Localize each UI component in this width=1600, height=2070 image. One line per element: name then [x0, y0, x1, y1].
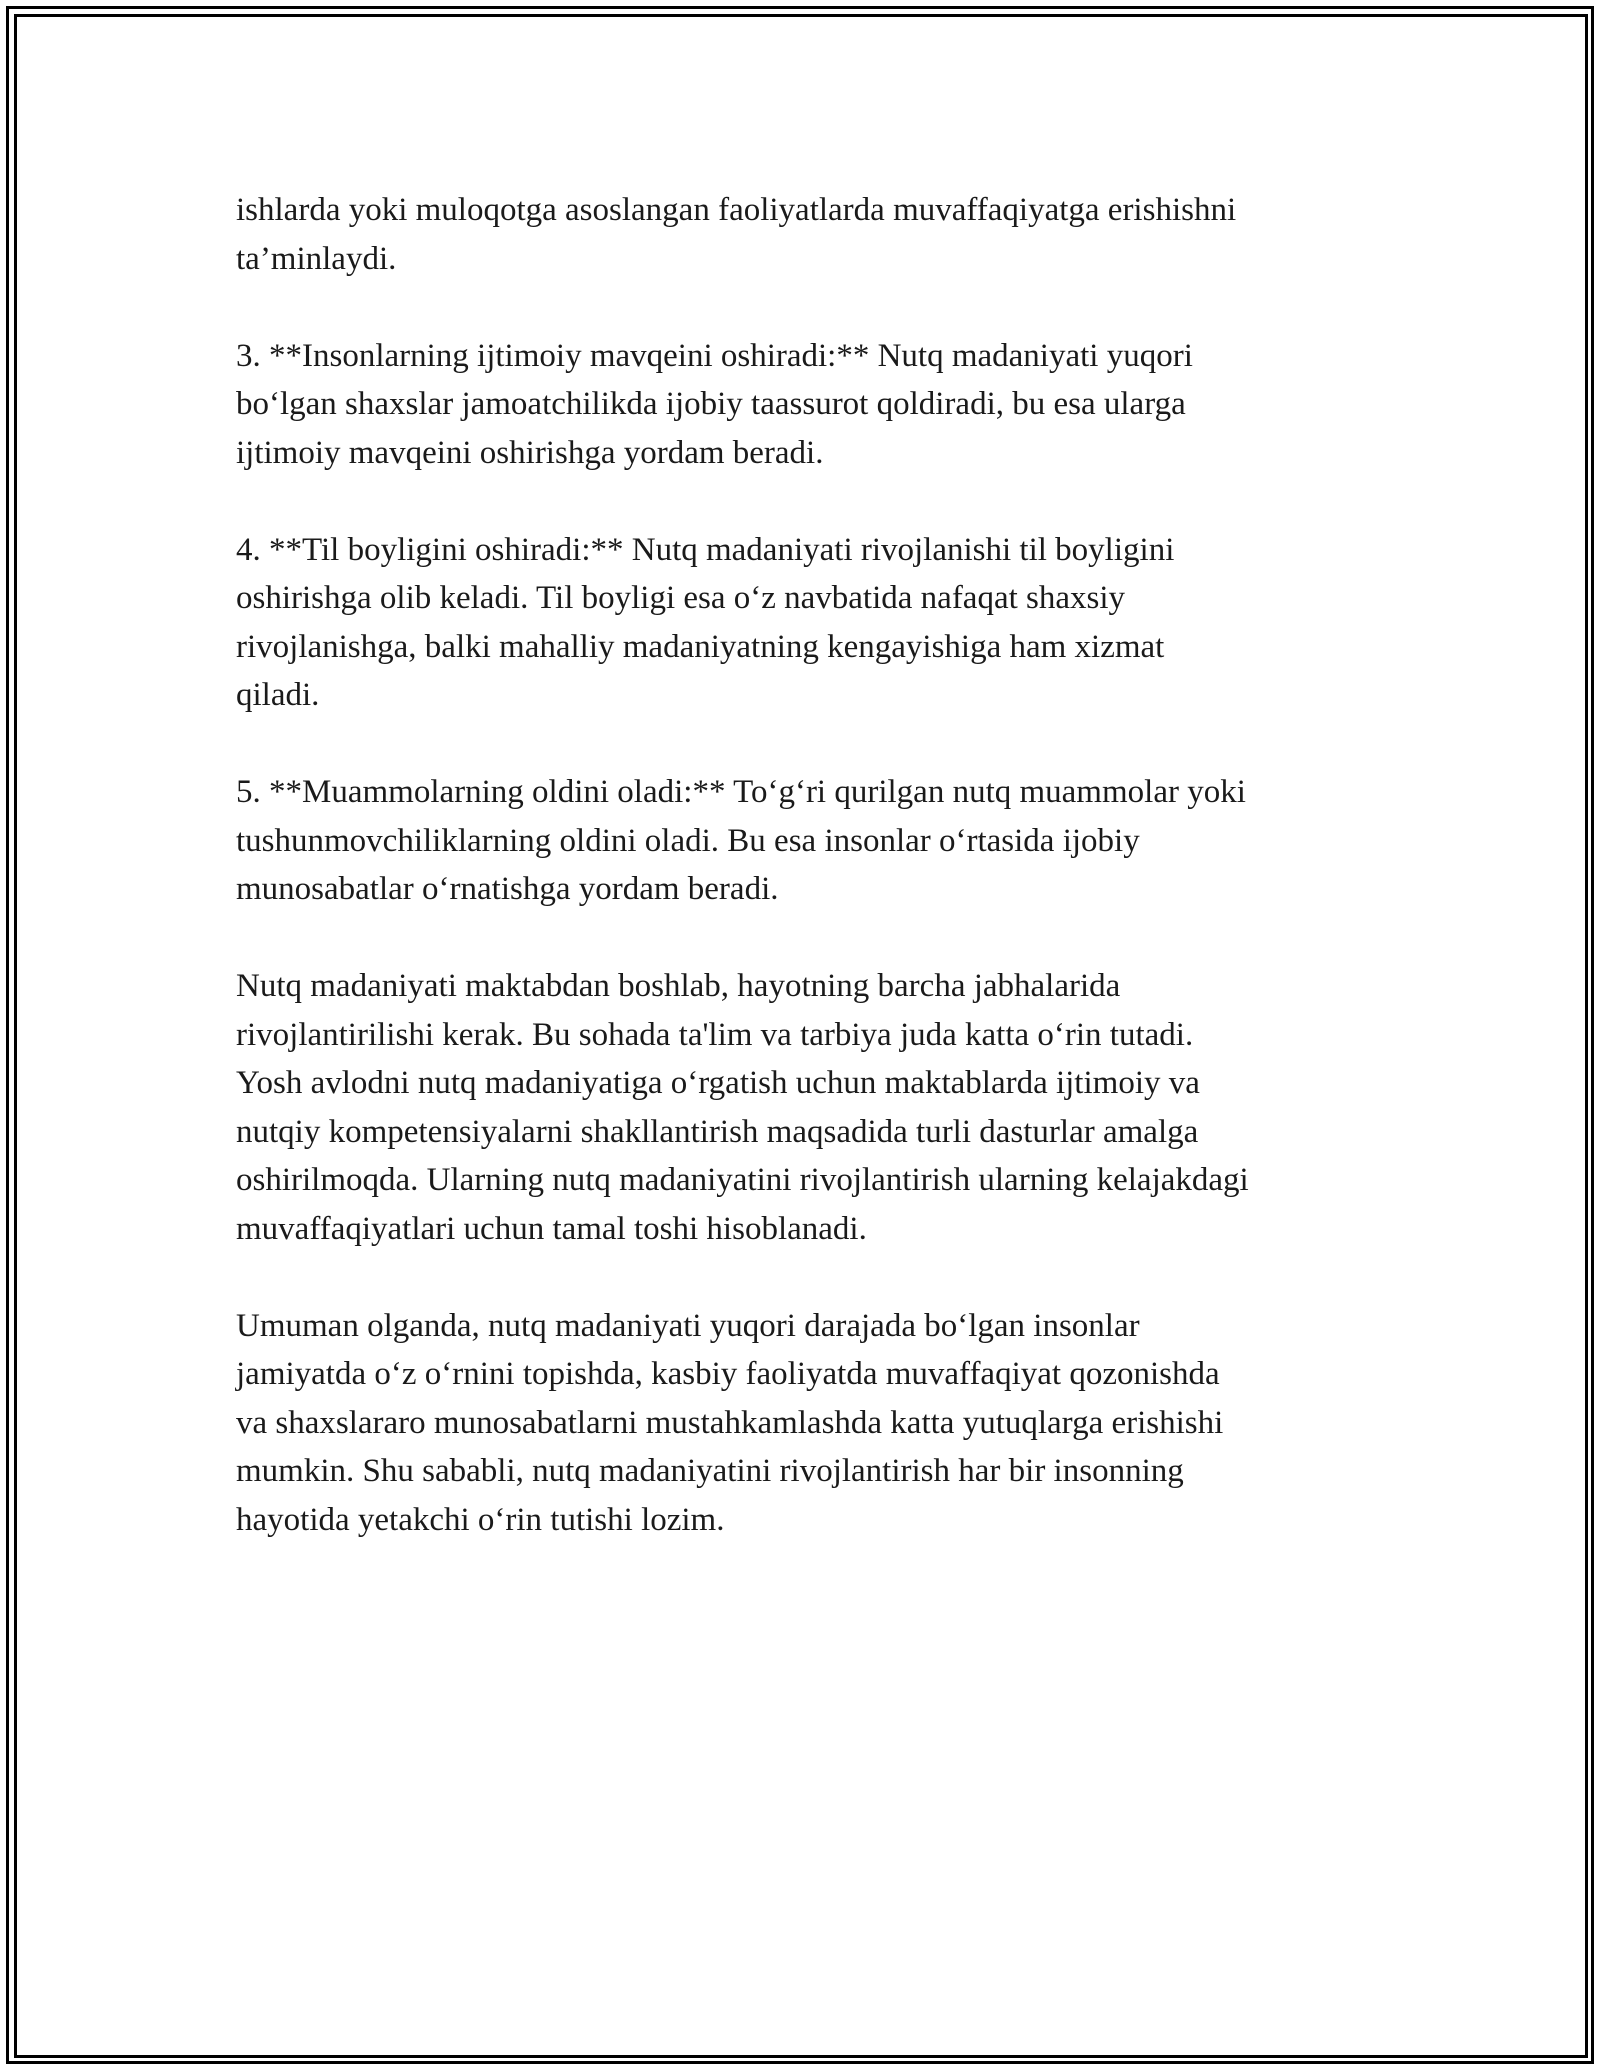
paragraph-continuation: ishlarda yoki muloqotga asoslangan faoliyatlarda muvaffaqiyatga erishishni ta’minlaydi.	[236, 192, 1237, 277]
paragraph-conclusion: Umuman olganda, nutq madaniyati yuqori darajada bo‘lgan insonlar jamiyatda o‘z o‘rnini topishda, kasbiy faoliyatda muvaffaqiyat qozonishda va shaxslararo munosabatlarni mustahkamlashda katta yutuqlarga erishishi mumkin. Shu sababli, nutq madaniyatini rivojlantirish har bir insonning hayotida yetakchi o‘rin tutishi lozim.	[236, 1307, 1224, 1538]
paragraph-item-5: 5. **Muammolarning oldini oladi:** To‘g‘ri qurilgan nutq muammolar yoki tushunmovchiliklarning oldini oladi. Bu esa insonlar o‘rtasida ijobiy munosabatlar o‘rnatishga yordam beradi.	[236, 774, 1246, 907]
paragraph-item-4: 4. **Til boyligini oshiradi:** Nutq madaniyati rivojlanishi til boyligini oshirishga olib keladi. Til boyligi esa o‘z navbatida nafaqat shaxsiy rivojlanishga, balki mahalliy madaniyatning kengayishiga ham xizmat qiladi.	[236, 531, 1175, 713]
paragraph-item-3: 3. **Insonlarning ijtimoiy mavqeini oshiradi:** Nutq madaniyati yuqori bo‘lgan shaxslar jamoatchilikda ijobiy taassurot qoldiradi, bu esa ularga ijtimoiy mavqeini oshirishga yordam beradi.	[236, 337, 1193, 471]
paragraph-education: Nutq madaniyati maktabdan boshlab, hayotning barcha jabhalarida rivojlantirilishi kerak. Bu sohada ta'lim va tarbiya juda katta o‘rin tutadi. Yosh avlodni nutq madaniyatiga o‘rgatish uchun maktablarda ijtimoiy va nutqiy kompetensiyalarni shakllantirish maqsadida turli dasturlar amalga oshirilmoqda. Ularning nutq madaniyatini rivojlantirish ularning kelajakdagi muvaffaqiyatlari uchun tamal toshi hisoblanadi.	[236, 968, 1249, 1247]
document-body	[236, 186, 1386, 1593]
